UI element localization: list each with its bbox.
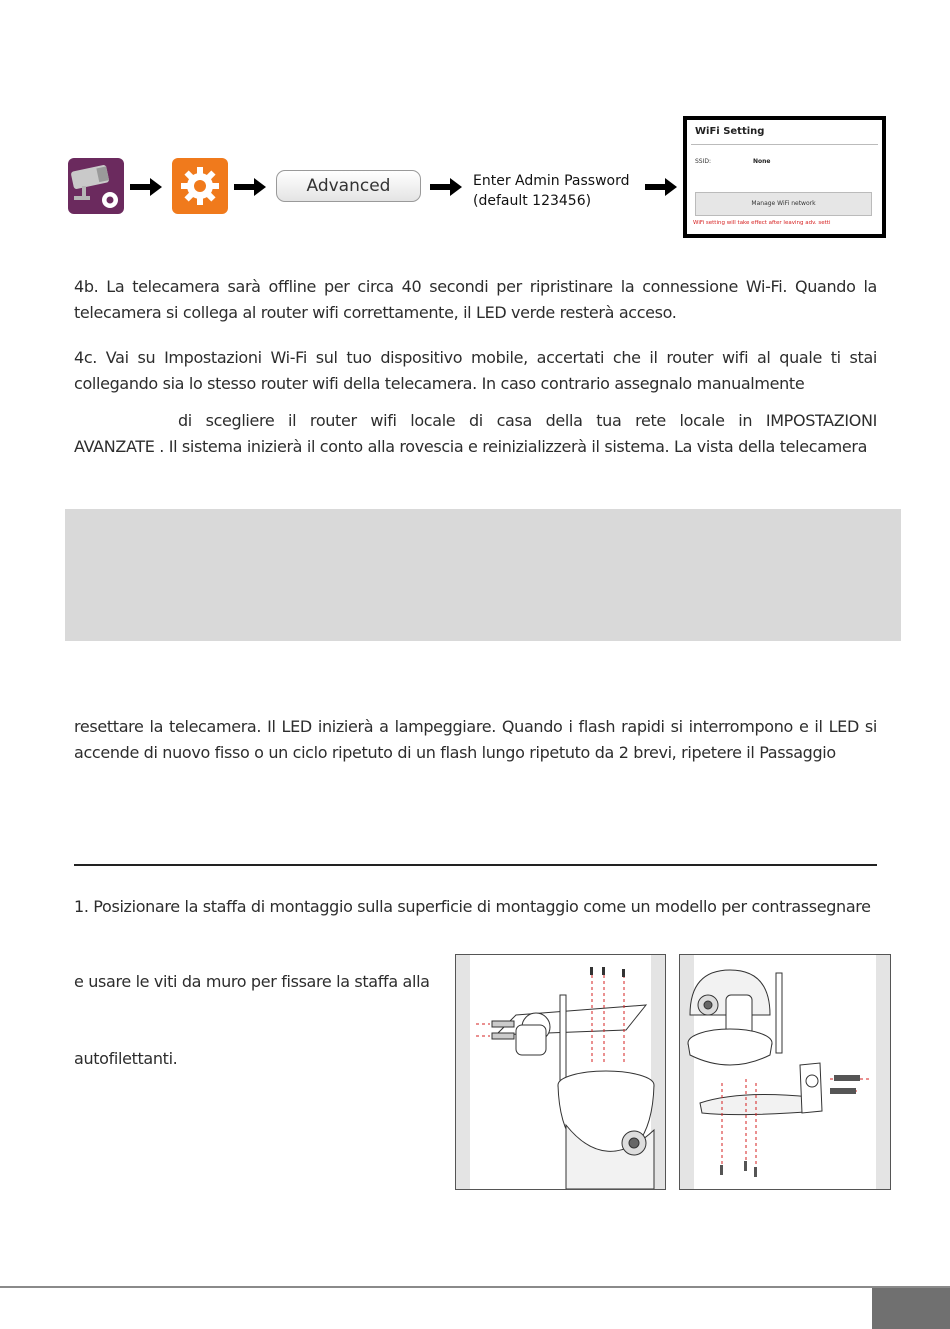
- paragraph-reset: resettare la telecamera. Il LED inizierà a lampeggiare. Quando i flash rapidi si interrompono e il LED si accende di nuovo fisso o un ciclo ripetuto di un flash lungo ripetuto da 2 brevi, ripetere il Passaggio: [74, 717, 877, 762]
- wifi-setting-title: WiFi Setting: [695, 126, 765, 137]
- paragraph-wall-screws: e usare le viti da muro per fissare la staffa alla: [74, 972, 430, 991]
- arrow-right-icon: [428, 176, 464, 198]
- section-divider: [74, 864, 877, 866]
- footer-line: [0, 1286, 950, 1288]
- paragraph-self-tapping: autofilettanti.: [74, 1049, 178, 1068]
- paragraph-choose-router-line2: AVANZATE . Il sistema inizierà il conto alla rovescia e reinizializzerà il sistema. La vista della telecamera: [74, 437, 868, 456]
- page-tab: [872, 1288, 950, 1329]
- password-line-2: (default 123456): [473, 193, 592, 209]
- paragraph-choose-router-line1: di scegliere il router wifi locale di casa della tua rete locale in IMPOSTAZIONI: [178, 411, 877, 430]
- security-camera-settings-icon: [68, 158, 124, 214]
- password-line-1: Enter Admin Password: [473, 173, 630, 189]
- advanced-button[interactable]: Advanced: [276, 170, 421, 202]
- paragraph-4b: 4b. La telecamera sarà offline per circa 40 secondi per ripristinare la connessione Wi-Fi. Quando la telecamera si collega al router wifi correttamente, il LED verde resterà acceso.: [74, 277, 877, 322]
- arrow-right-icon: [128, 176, 164, 198]
- arrow-right-icon: [643, 176, 679, 198]
- manage-wifi-network-button[interactable]: Manage WiFi network: [695, 192, 872, 216]
- ceiling-mount-illustration: [455, 954, 666, 1190]
- paragraph-mount-step-1: 1. Posizionare la staffa di montaggio sulla superficie di montaggio come un modello per contrassegnare: [74, 897, 871, 916]
- gray-note-box: [65, 509, 901, 641]
- admin-password-hint: [473, 171, 643, 211]
- wifi-setting-screenshot: [683, 116, 886, 238]
- arrow-right-icon: [232, 176, 268, 198]
- ssid-value: None: [753, 158, 771, 165]
- ssid-label: SSID:: [695, 158, 712, 165]
- divider: [691, 144, 878, 145]
- wifi-warning-text: WiFi setting will take effect after leaving adv. setti: [693, 220, 831, 226]
- wall-mount-illustration: [679, 954, 891, 1190]
- gear-icon[interactable]: [172, 158, 228, 214]
- paragraph-4c: 4c. Vai su Impostazioni Wi-Fi sul tuo dispositivo mobile, accertati che il router wifi al quale ti stai collegando sia lo stesso router wifi della telecamera. In caso contrario assegnalo manualmente: [74, 348, 877, 393]
